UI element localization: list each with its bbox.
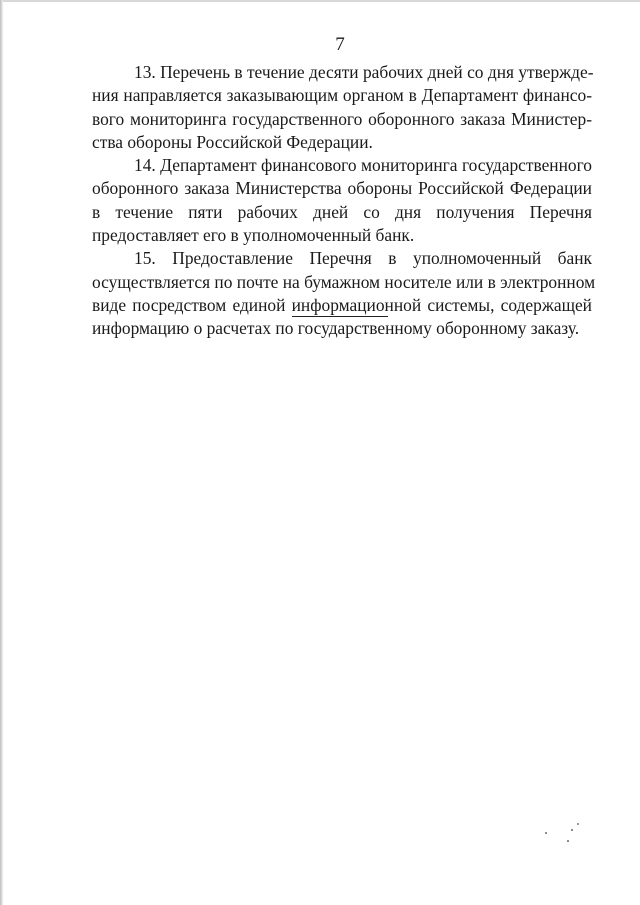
paragraph-line: вого мониторинга государственного оборонного заказа Министер- xyxy=(92,108,592,129)
paragraph-line: информацию о расчетах по государственному оборонному заказу. xyxy=(92,318,580,339)
page-number: 7 xyxy=(335,34,345,55)
paragraph-line: оборонного заказа Министерства обороны Российской Федерации xyxy=(92,178,592,199)
document-body xyxy=(92,61,596,341)
scan-speck xyxy=(577,823,579,825)
scan-speck xyxy=(571,829,573,831)
paragraph-line: 14. Департамент финансового мониторинга государственного xyxy=(134,155,592,176)
paragraph-15 xyxy=(92,247,596,340)
paragraph-line: осуществляется по почте на бумажном носителе или в электронном xyxy=(92,271,596,292)
end-of-text-rule xyxy=(292,316,388,317)
paragraph-line: виде посредством единой информационной системы, содержащей xyxy=(92,294,592,315)
scan-edge-left xyxy=(0,0,3,905)
paragraph-13 xyxy=(92,61,592,154)
scan-speck xyxy=(567,840,569,842)
paragraph-line: ства обороны Российской Федерации. xyxy=(92,131,373,152)
paragraph-line: предоставляет его в уполномоченный банк. xyxy=(92,225,415,246)
paragraph-line: 15. Предоставление Перечня в уполномоченный банк xyxy=(134,248,592,269)
scan-speck xyxy=(545,832,547,834)
paragraph-14 xyxy=(92,154,592,247)
paragraph-line: 13. Перечень в течение десяти рабочих дней со дня утвержде- xyxy=(134,62,594,82)
scan-edge-top xyxy=(0,0,640,2)
paragraph-line: ния направляется заказывающим органом в Департамент финансо- xyxy=(92,85,592,106)
paragraph-line: в течение пяти рабочих дней со дня получения Перечня xyxy=(92,201,592,222)
